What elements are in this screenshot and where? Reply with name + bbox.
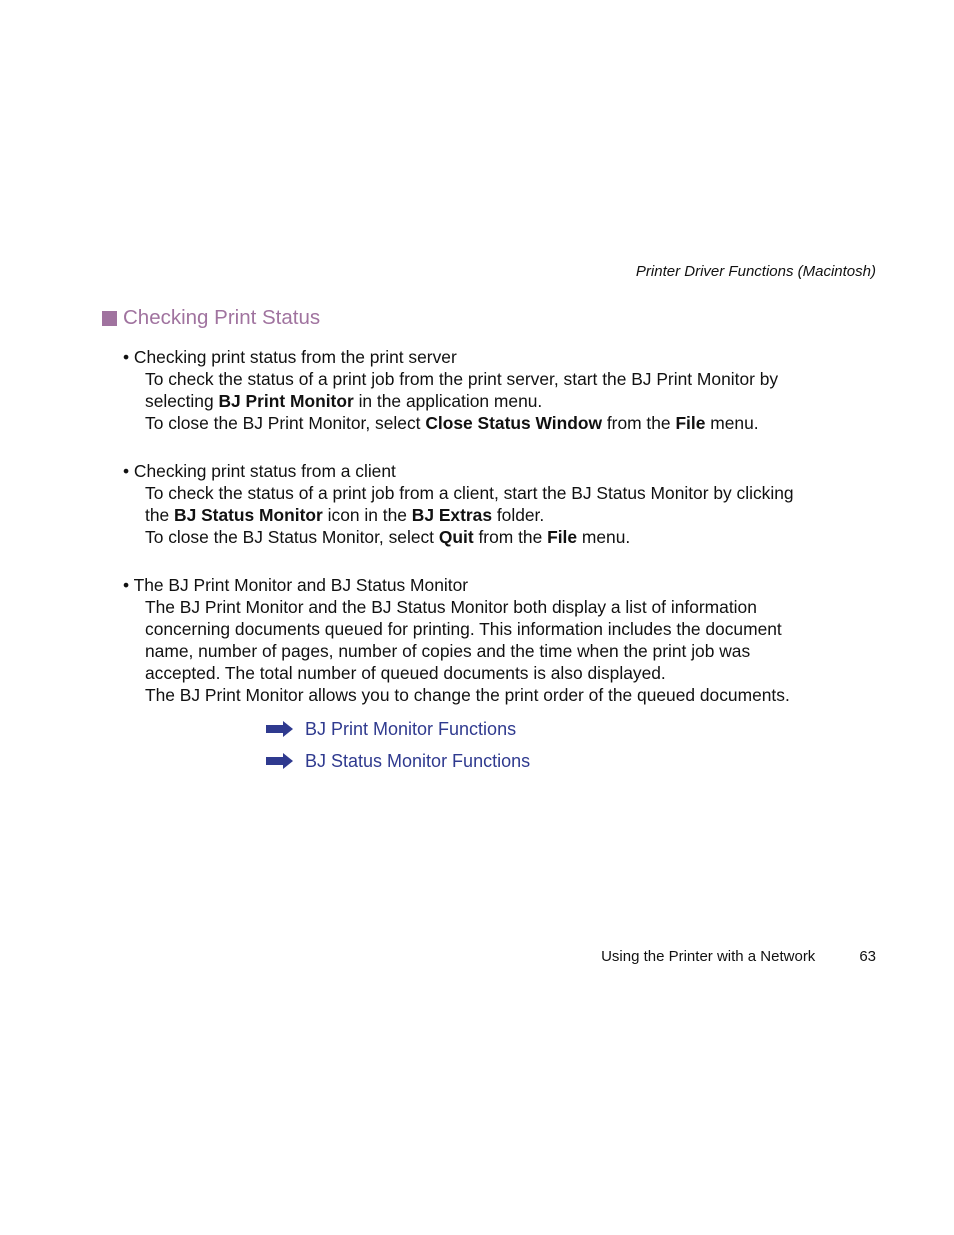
body-line: The BJ Print Monitor and the BJ Status Monitor both display a list of information — [145, 597, 757, 617]
arrow-right-icon — [266, 753, 293, 769]
item-heading: • Checking print status from a client — [123, 461, 396, 481]
footer-chapter: Using the Printer with a Network — [601, 948, 816, 965]
ui-term: Quit — [438, 527, 474, 547]
link-bj-print-monitor-functions[interactable] — [266, 718, 530, 740]
body-line: To close the BJ Print Monitor, select Close Status Window from the File menu. — [145, 413, 759, 433]
body-line: concerning documents queued for printing. This information includes the document — [145, 619, 782, 639]
page-number: 63 — [859, 948, 876, 965]
ui-term: BJ Extras — [411, 505, 493, 525]
ui-term: File — [675, 413, 706, 433]
ui-term: BJ Print Monitor — [218, 391, 354, 411]
link-label[interactable]: BJ Status Monitor Functions — [305, 750, 531, 771]
item-print-server — [123, 346, 863, 434]
page-footer — [601, 948, 876, 965]
square-bullet-icon — [102, 311, 117, 326]
ui-term: Close Status Window — [425, 413, 602, 433]
body-line: accepted. The total number of queued documents is also displayed. — [145, 663, 666, 683]
body-line: the BJ Status Monitor icon in the BJ Extras folder. — [145, 505, 545, 525]
arrow-right-icon — [266, 721, 293, 737]
item-body — [123, 368, 863, 434]
related-links — [266, 718, 530, 782]
body-line: To close the BJ Status Monitor, select Quit from the File menu. — [145, 527, 631, 547]
ui-term: BJ Status Monitor — [174, 505, 323, 525]
body-line: name, number of pages, number of copies and the time when the print job was — [145, 641, 751, 661]
item-body — [123, 596, 863, 706]
link-label[interactable]: BJ Print Monitor Functions — [305, 718, 517, 739]
item-body — [123, 482, 863, 548]
item-heading: • Checking print status from the print server — [123, 347, 457, 367]
body-line: The BJ Print Monitor allows you to change the print order of the queued documents. — [145, 685, 790, 705]
link-bj-status-monitor-functions[interactable] — [266, 750, 530, 772]
ui-term: File — [547, 527, 578, 547]
body-line: To check the status of a print job from the print server, start the BJ Print Monitor by — [145, 369, 779, 389]
item-monitors — [123, 574, 863, 706]
section-heading — [102, 306, 320, 330]
running-header: Printer Driver Functions (Macintosh) — [635, 263, 876, 280]
section-title: Checking Print Status — [123, 306, 321, 329]
item-client — [123, 460, 863, 548]
body-line: To check the status of a print job from a client, start the BJ Status Monitor by clicking — [145, 483, 794, 503]
body-line: selecting BJ Print Monitor in the application menu. — [145, 391, 543, 411]
item-heading: • The BJ Print Monitor and BJ Status Monitor — [123, 575, 469, 595]
